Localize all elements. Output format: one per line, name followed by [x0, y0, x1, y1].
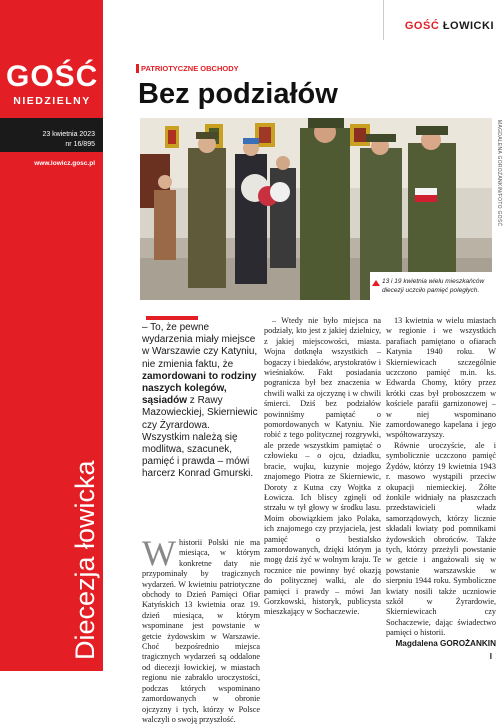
diocese-label: Diecezja łowicka — [70, 460, 100, 660]
col1-text: historii Polski nie ma miesiąca, w którym konkretne daty nie przypominały by tragicznych wydarzeń. W kwietniu patriotyczne obchody to Dzień Pamięci Ofiar Katyńskich 13 kwietnia oraz 19. dzień miesiąca, w którym wspominane jest powstanie w getcie żydowskim w Warszawie. Choć bezpośrednio miejsca tragicznych wydarzeń są oddalone od diecezji łowickiej, w miastach regionu nie zabrakło uroczystości, podczas których wspominano zamordowanych w obronie ojczyzny i tych, którzy w Polsce walczyli o swoją przyszłość. — [142, 538, 260, 724]
issue-date: 23 kwietnia 2023 — [42, 131, 95, 138]
sidebar — [0, 0, 103, 671]
col2-text: – Wtedy nie było miejsca na podziały, kto jest z jakiej dzielnicy, z jakiej miejscowości, miasta. Wojna dotknęła wszystkich – bogaczy i biedaków, arystokratów i wieśniaków. Fakt posiadania pogranicza był bez znaczenia w chwili walki za ojczyznę i w chwili śmierci. Dziś bez podziałów powinniśmy pamiętać o pomordowanych w Katyniu. Nie robić z tego politycznej rozgrywki, ale przede wszystkim pamiętać o człowieku – o ojcu, dziadku, bracie, wujku, kuzynie mojego znajomego Piotra ze Skierniewic, Doroty z Kutna czy Wojtka z Łowicza. Ich bliscy zginęli od strzału w tył głowy w środku lasu. Moim obowiązkiem jako Polaka, ich znajomego czy przyjaciela, jest pamięć o bestialsko zamordowanych, dzięki którym ja mogę dziś żyć w wolnym kraju. Te rocznice nie powinny być okazją do politycznej walki, ale do pamięci i prawdy – mówi Jan Gorzkowski, historyk, publicysta mieszkający w Sochaczewie. — [264, 316, 381, 617]
page-number: I — [489, 652, 492, 661]
masthead-lowicki: ŁOWICKI — [439, 20, 494, 32]
column-2 — [264, 316, 381, 618]
quote-marker — [146, 316, 198, 320]
quote-text-2: z Rawy Mazowieckiej, Skierniewic czy Żyrardowa. Wszystkim należą się modlitwa, szacunek, pamięć i prawda – mówi harcerz Konrad Gmurski. — [142, 395, 258, 480]
col3-paragraph-1: 13 kwietnia w wielu miastach w regionie i we wszystkich parafiach pamiętano o ofiarach Katynia 1940 roku. W Skierniewicach szczególnie uczczono pamięć m.in. ks. Edwarda Chomy, który przez krótki czas był proboszczem w kościele parafii garnizonowej – w niej wspominano zamordowanego kapelana i jego współtowarzyszy. — [386, 316, 496, 440]
headline: Bez podziałów — [138, 78, 338, 110]
masthead-gosc: GOŚĆ — [404, 20, 440, 32]
masthead-divider — [383, 0, 384, 40]
website-link[interactable]: www.lowicz.gosc.pl — [34, 160, 95, 167]
col3-paragraph-2: Równie uroczyście, ale i symbolicznie uczczono pamięć Żydów, którzy 19 kwietnia 1943 r. masowo wystąpili przeciw okupacji niemieckiej. Żółte żonkile widniały na płaszczach przedstawicieli władz samorządowych, którzy licznie składali kwiaty pod pomnikami żydowskich obrońców. Także tych, którzy przeżyli powstanie w getcie i angażowali się w powstanie warszawskie w sierpniu 1944 roku. Symboliczne kwiaty nosili także uczniowie szkół w Żyrardowie, Skierniewicach czy Sochaczewie, dając świadectwo pamięci o historii. — [386, 440, 496, 638]
author: Magdalena GOROŻANKIN — [395, 638, 496, 648]
quote-text-1: – To, że pewne wydarzenia miały miejsce w Warszawie czy Katyniu, nie zmienia faktu, że — [142, 322, 258, 370]
section-marker — [136, 64, 139, 73]
dropcap: W — [142, 533, 176, 573]
section-label: PATRIOTYCZNE OBCHODY — [141, 64, 239, 73]
quote-bold: zamordowani to rodziny naszych kolegów, sąsiadów — [142, 370, 257, 407]
photo-credit: MAGDALENA GOROŻANKIN/FOTO GOŚĆ — [496, 120, 502, 227]
lead-quote — [142, 322, 260, 481]
caption-marker-icon — [372, 280, 380, 286]
logo-gosc: GOŚĆ — [6, 60, 99, 93]
logo-niedzielny: NIEDZIELNY — [13, 95, 91, 107]
masthead — [405, 20, 494, 32]
issue-number: nr 16/895 — [65, 141, 95, 148]
photo-caption: 13 i 19 kwietnia wielu mieszkańców diecezji uczciło pamięć poległych. — [382, 278, 485, 294]
column-1 — [142, 533, 260, 725]
column-3 — [386, 316, 496, 649]
